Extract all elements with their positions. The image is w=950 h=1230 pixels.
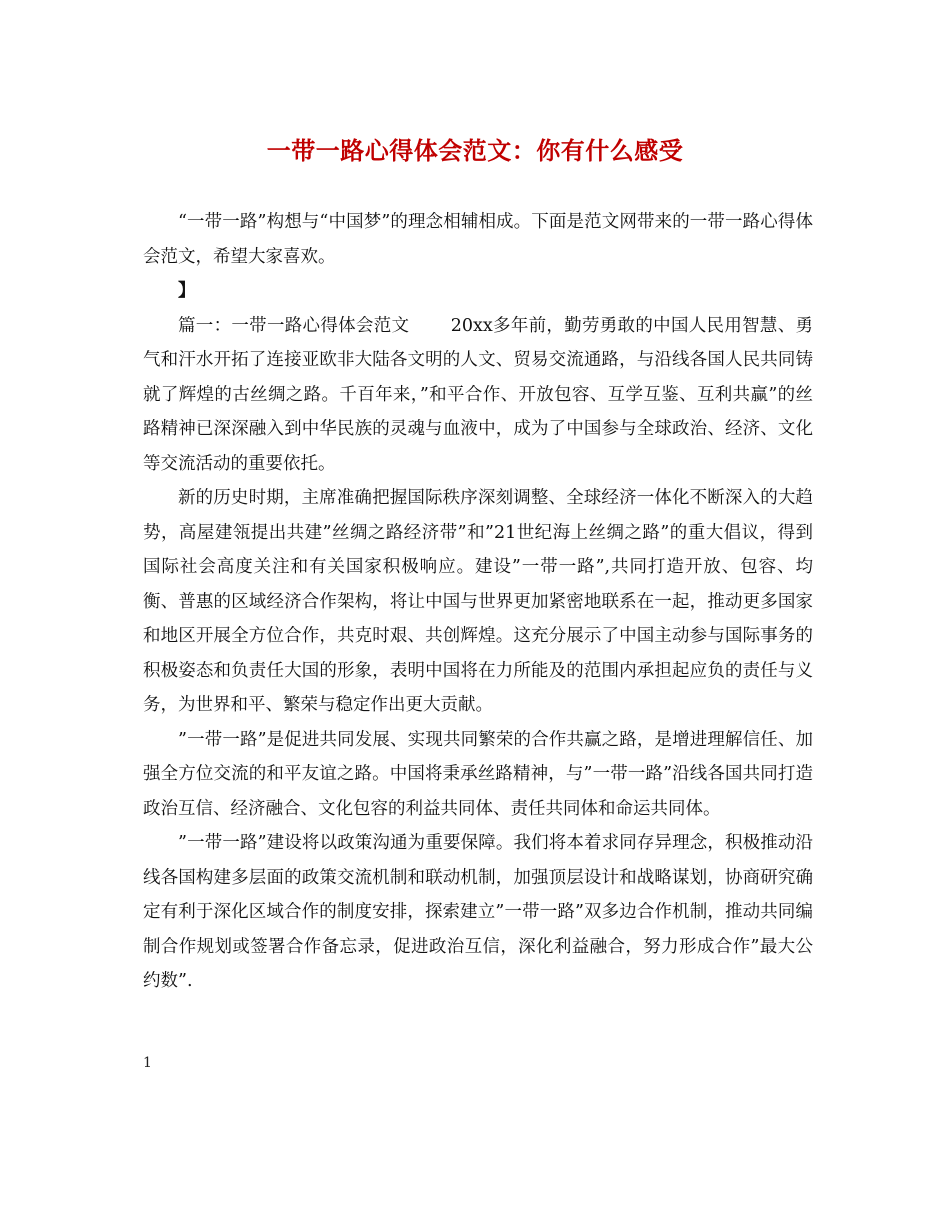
paragraph-policy: ”一带一路”建设将以政策沟通为重要保障。我们将本着求同存异理念，积极推动沿线各国构建多层面的政策交流机制和联动机制，加强顶层设计和战略谋划，协商研究确定有利于深化区域合作的制度安排，探索建立”一带一路”双多边合作机制，推动共同编制合作规划或签署合作备忘录，促进政治互信，深化利益融合，努力形成合作”最大公约数”. bbox=[143, 833, 813, 991]
paragraph-intro: “一带一路”构想与“中国梦”的理念相辅相成。下面是范文网带来的一带一路心得体会范文，希望大家喜欢。 bbox=[143, 212, 813, 267]
paragraph-cooperation: ”一带一路”是促进共同发展、实现共同繁荣的合作共赢之路，是增进理解信任、加强全方位交流的和平友谊之路。中国将秉承丝路精神，与”一带一路”沿线各国共同打造政治互信、经济融合、文化包容的利益共同体、责任共同体和命运共同体。 bbox=[143, 729, 813, 819]
paragraph-new-era: 新的历史时期，主席准确把握国际秩序深刻调整、全球经济一体化不断深入的大趋势，高屋建瓴提出共建”丝绸之路经济带”和”21世纪海上丝绸之路”的重大倡议，得到国际社会高度关注和有关国家积极响应。建设”一带一路”,共同打造开放、包容、均衡、普惠的区域经济合作架构，将让中国与世界更加紧密地联系在一起，推动更多国家和地区开展全方位合作，共克时艰、共创辉煌。这充分展示了中国主动参与国际事务的积极姿态和负责任大国的形象，表明中国将在力所能及的范围内承担起应负的责任与义务，为世界和平、繁荣与稳定作出更大贡献。 bbox=[143, 488, 813, 715]
document-body bbox=[143, 205, 813, 999]
page-number: 1 bbox=[143, 1055, 152, 1071]
paragraph-bracket: 】 bbox=[178, 281, 196, 301]
document-title: 一带一路心得体会范文：你有什么感受 bbox=[266, 136, 684, 165]
paragraph-article-one: 篇一：一带一路心得体会范文 20xx多年前，勤劳勇敢的中国人民用智慧、勇气和汗水开拓了连接亚欧非大陆各文明的人文、贸易交流通路，与沿线各国人民共同铸就了辉煌的古丝绸之路。千百年来，”和平合作、开放包容、互学互鉴、互利共赢”的丝路精神已深深融入到中华民族的灵魂与血液中，成为了中国参与全球政治、经济、文化等交流活动的重要依托。 bbox=[143, 315, 813, 474]
